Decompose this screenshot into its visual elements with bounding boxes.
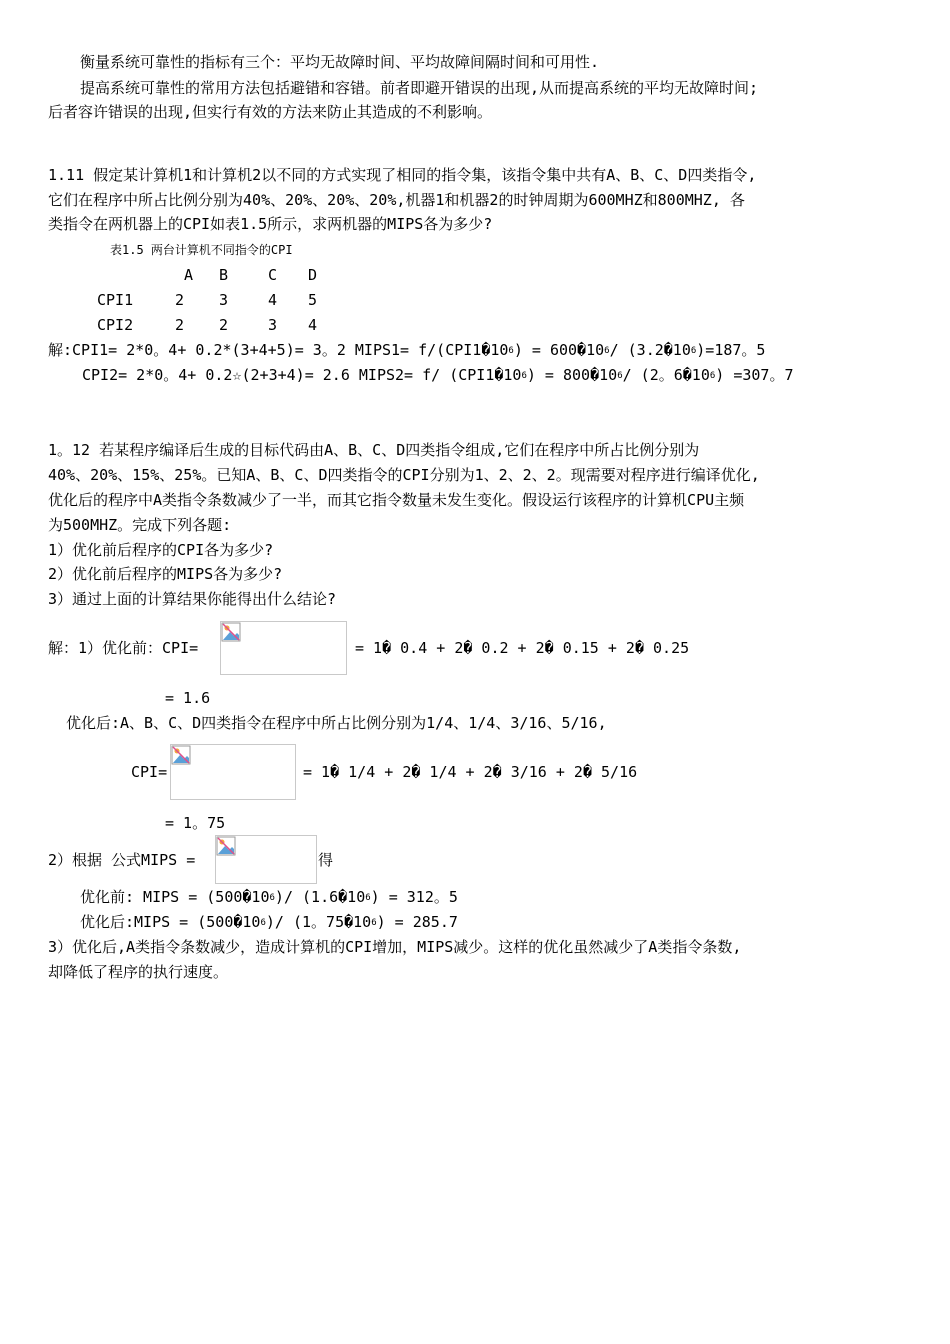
s1-after-text: 优化后:A、B、C、D四类指令在程序中所占比例分别为1/4、1/4、3/16、5/16,	[66, 714, 607, 732]
table-cell: 5	[308, 291, 318, 309]
table-header-a: A	[184, 266, 194, 284]
table-header-d: D	[308, 266, 318, 284]
table-cell: 4	[268, 291, 278, 309]
table-cell: 3	[219, 291, 229, 309]
s2-suffix: 得	[318, 851, 334, 869]
q112-subquestion-1: 1）优化前后程序的CPI各为多少?	[48, 541, 274, 559]
s1-result: = 1.6	[165, 689, 211, 707]
s2-after: 优化后:MIPS = $(500�10^6)/$ (1。$75�10^6) = 285.7$	[80, 913, 458, 931]
s3-line-2: 却降低了程序的执行速度。	[48, 963, 229, 981]
table-caption: 表1.5 两台计算机不同指令的CPI	[110, 243, 293, 257]
q112-line-3: 优化后的程序中A类指令条数减少了一半，而其它指令数量未发生变化。假设运行该程序的计算机CPU主频	[48, 491, 745, 509]
broken-image-icon	[221, 622, 241, 642]
q112-line-4: 为500MHZ。完成下列各题:	[48, 516, 232, 534]
formula-image	[220, 621, 347, 675]
q111-solution-line-2: CPI2= 2*0。4+ 0.2☆(2+3+4)= 2.6 MIPS2= f/ $(CPI1�10^6)$ = $800�10^6/$ (2。$6�10^6) =307$。7	[82, 366, 794, 384]
s3-line-1: 3）优化后,A类指令条数减少，造成计算机的CPI增加，MIPS减少。这样的优化虽然减少了A类指令条数,	[48, 938, 742, 956]
s1b-expression: = 1� 1/4 + 2� 1/4 + 2� 3/16 + 2� 5/16	[303, 763, 638, 781]
q111-solution-line-1: 解:CPI1= 2*0。4+ 0.2*(3+4+5)= 3。2 MIPS1= $f/(CPI1�10^6)$ = $600�10^6/$ $(3.2�10^6)=187$。5	[48, 341, 766, 359]
s1b-label: CPI=	[131, 763, 168, 781]
s1b-result: = 1。75	[165, 814, 226, 832]
s2-label: 2）根据 公式MIPS =	[48, 851, 196, 869]
intro-line-2: 提高系统可靠性的常用方法包括避错和容错。前者即避开错误的出现,从而提高系统的平均无故障时间;	[80, 79, 759, 97]
table-cell: 2	[219, 316, 229, 334]
broken-image-icon	[171, 745, 191, 765]
formula-image	[215, 835, 317, 884]
intro-line-1: 衡量系统可靠性的指标有三个：平均无故障时间、平均故障间隔时间和可用性.	[80, 53, 600, 71]
table-cell: 2	[175, 316, 185, 334]
table-header-c: C	[268, 266, 278, 284]
q111-line-2: 它们在程序中所占比例分别为40%、20%、20%、20%,机器1和机器2的时钟周期为600MHZ和800MHZ, 各	[48, 191, 745, 209]
formula-image	[170, 744, 296, 800]
intro-line-3: 后者容许错误的出现,但实行有效的方法来防止其造成的不利影响。	[48, 103, 493, 121]
s2-before: 优化前: MIPS = $(500�10^6)/$ $(1.6�10^6) = 312$。5	[80, 888, 458, 906]
table-row-label: CPI2	[97, 316, 134, 334]
table-row-label: CPI1	[97, 291, 134, 309]
q111-line-3: 类指令在两机器上的CPI如表1.5所示，求两机器的MIPS各为多少?	[48, 215, 493, 233]
table-cell: 3	[268, 316, 278, 334]
q112-subquestion-3: 3）通过上面的计算结果你能得出什么结论?	[48, 590, 337, 608]
table-cell: 4	[308, 316, 318, 334]
table-cell: 2	[175, 291, 185, 309]
broken-image-icon	[216, 836, 236, 856]
q112-subquestion-2: 2）优化前后程序的MIPS各为多少?	[48, 565, 283, 583]
table-header-b: B	[219, 266, 229, 284]
s1-expression: = 1� 0.4 + 2� 0.2 + 2� 0.15 + 2� 0.25	[355, 639, 690, 657]
q112-line-1: 1。12 若某程序编译后生成的目标代码由A、B、C、D四类指令组成,它们在程序中所占比例分别为	[48, 441, 700, 459]
s1-label: 解：1）优化前：CPI=	[48, 639, 199, 657]
q111-line-1: 1.11 假定某计算机1和计算机2以不同的方式实现了相同的指令集，该指令集中共有A、B、C、D四类指令,	[48, 166, 757, 184]
q112-line-2: 40%、20%、15%、25%。已知A、B、C、D四类指令的CPI分别为1、2、2、2。现需要对程序进行编译优化,	[48, 466, 760, 484]
